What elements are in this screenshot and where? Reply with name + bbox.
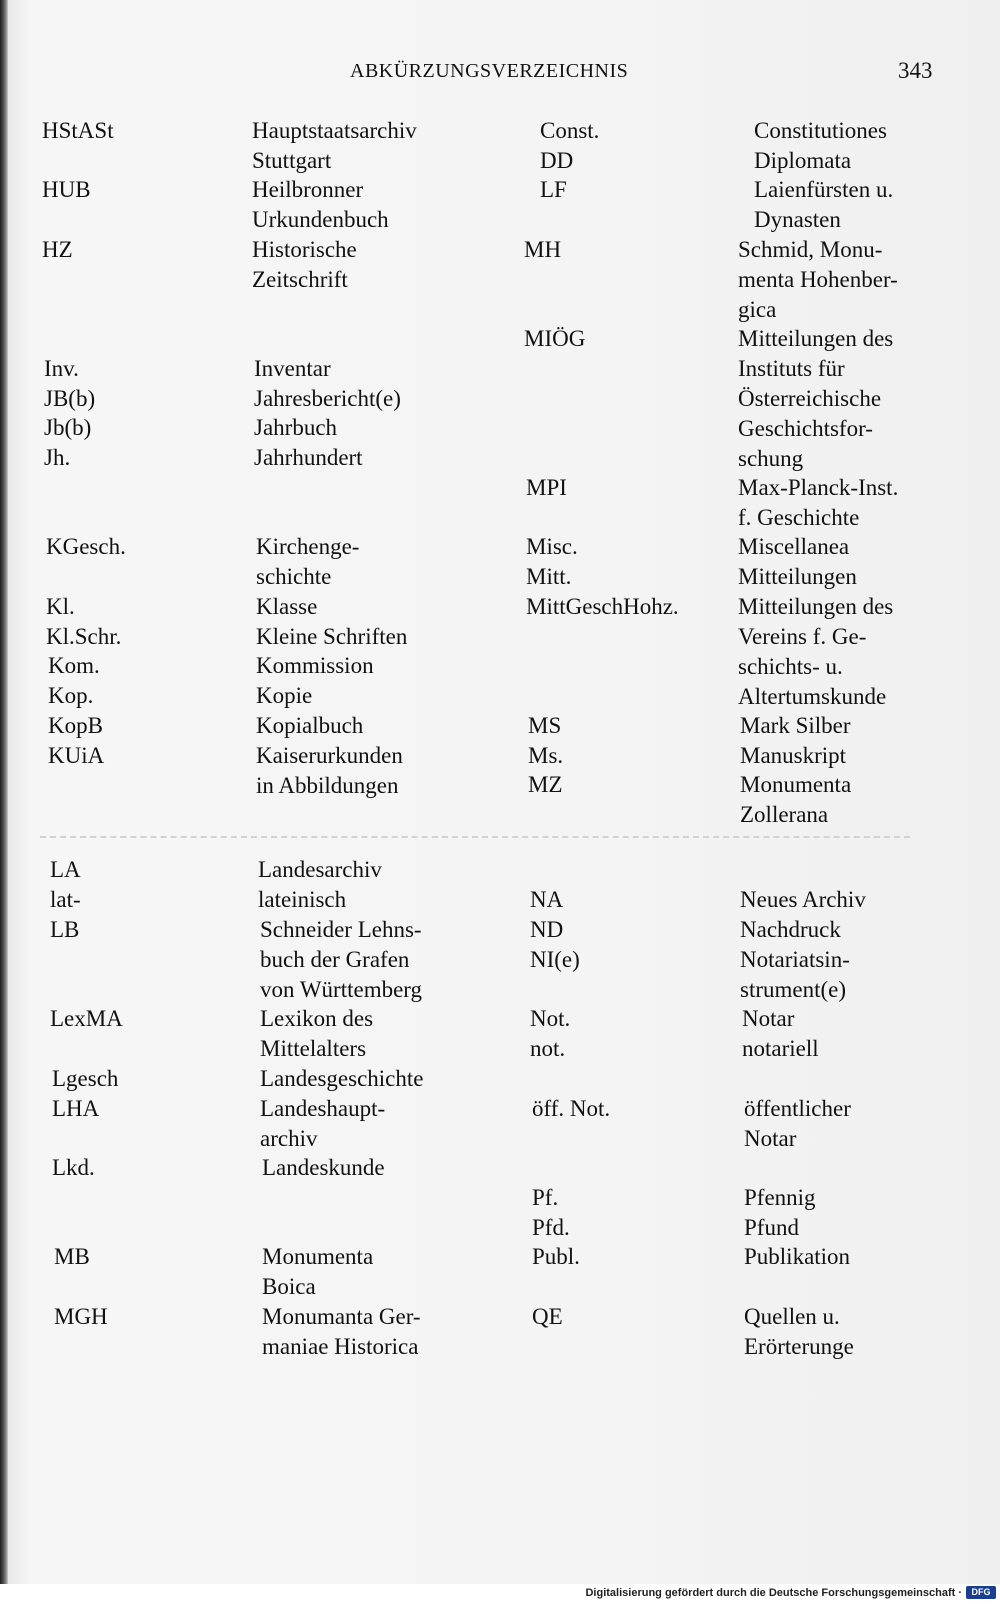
meaning-line: Notar — [742, 1006, 795, 1031]
abbreviation-meaning — [742, 1034, 819, 1064]
abbreviation: MGH — [54, 1304, 108, 1329]
abbreviation: Lgesch — [52, 1066, 119, 1091]
meaning-line: Miscellanea — [738, 534, 850, 559]
abbreviation: MZ — [528, 772, 563, 797]
abbreviation-meaning — [744, 1242, 850, 1272]
abbreviation: LF — [540, 177, 567, 202]
meaning-line: Pfund — [744, 1215, 799, 1240]
abbreviation: lat- — [50, 887, 81, 912]
meaning-line: Lexikon des — [260, 1006, 374, 1031]
book-spine-shadow — [0, 0, 8, 1604]
abbreviation: MittGeschHohz. — [526, 594, 679, 619]
abbreviation-meaning — [262, 1153, 385, 1183]
meaning-line: Schmid, Monu- — [738, 237, 883, 262]
meaning-line: Klasse — [256, 594, 318, 619]
meaning-line: Erörterunge — [744, 1334, 854, 1359]
meaning-line: Historische — [252, 237, 357, 262]
meaning-line: von Württemberg — [260, 977, 423, 1002]
meaning-line: Monumenta — [262, 1244, 374, 1269]
abbreviation: KGesch. — [46, 534, 126, 559]
meaning-line: in Abbildungen — [256, 773, 399, 798]
abbreviation-meaning — [754, 175, 893, 235]
abbreviation: not. — [530, 1036, 566, 1061]
meaning-line: Landeshaupt- — [260, 1096, 386, 1121]
abbreviation: ND — [530, 917, 564, 942]
abbreviation: Jh. — [44, 445, 71, 470]
abbreviation: MS — [528, 713, 562, 738]
abbreviation-meaning — [256, 741, 403, 801]
abbreviation-meaning — [256, 681, 312, 711]
abbreviation: KopB — [48, 713, 103, 738]
abbreviation: Jb(b) — [44, 415, 92, 440]
meaning-line: Constitutiones — [754, 118, 887, 143]
meaning-line: Monumenta — [740, 772, 852, 797]
meaning-line: schichte — [256, 564, 332, 589]
meaning-line: Nachdruck — [740, 917, 841, 942]
abbreviation-meaning — [738, 562, 857, 592]
meaning-line: Jahrhundert — [254, 445, 363, 470]
abbreviation-meaning — [254, 413, 337, 443]
meaning-line: Monumanta Ger- — [262, 1304, 421, 1329]
abbreviation-meaning — [254, 443, 363, 473]
abbreviation-meaning — [256, 651, 374, 681]
meaning-line: öffentlicher — [744, 1096, 851, 1121]
abbreviation: HStASt — [42, 118, 114, 143]
meaning-line: Publikation — [744, 1244, 851, 1269]
abbreviation-meaning — [260, 915, 422, 1005]
abbreviation-meaning — [738, 532, 849, 562]
abbreviation-meaning — [738, 235, 898, 325]
meaning-line: f. Geschichte — [738, 505, 860, 530]
abbreviation-meaning — [742, 1004, 794, 1034]
meaning-line: Jahresbericht(e) — [254, 386, 401, 411]
meaning-line: Landeskunde — [262, 1155, 385, 1180]
meaning-line: Kleine Schriften — [256, 624, 408, 649]
abbreviation-meaning — [252, 116, 417, 176]
page-number: 343 — [898, 58, 933, 83]
meaning-line: Jahrbuch — [254, 415, 338, 440]
meaning-line: Instituts für — [738, 356, 845, 381]
abbreviation-meaning — [740, 770, 851, 830]
meaning-line: schichts- u. — [738, 654, 843, 679]
section-divider — [40, 836, 910, 838]
abbreviation: Kom. — [48, 653, 100, 678]
meaning-line: gica — [738, 297, 777, 322]
meaning-line: Max-Planck-Inst. — [738, 475, 899, 500]
abbreviation-meaning — [252, 175, 389, 235]
abbreviation-meaning — [256, 711, 363, 741]
abbreviation: LHA — [52, 1096, 100, 1121]
abbreviation-meaning — [252, 235, 357, 295]
abbreviation: NA — [530, 887, 564, 912]
abbreviation-meaning — [738, 592, 893, 712]
abbreviation: Lkd. — [52, 1155, 95, 1180]
abbreviation: Publ. — [532, 1244, 580, 1269]
abbreviation: Kl. — [46, 594, 75, 619]
abbreviation-meaning — [744, 1094, 851, 1154]
meaning-line: strument(e) — [740, 977, 847, 1002]
meaning-line: Hauptstaatsarchiv — [252, 118, 417, 143]
abbreviation-meaning — [754, 146, 851, 176]
abbreviation: KUiA — [48, 743, 105, 768]
abbreviation-meaning — [256, 532, 359, 592]
footer-credit: Digitalisierung gefördert durch die Deutsche Forschungsgemeinschaft · — [585, 1587, 962, 1599]
meaning-line: Mitteilungen des — [738, 594, 894, 619]
abbreviation-meaning — [738, 473, 898, 533]
abbreviation: Pf. — [532, 1185, 559, 1210]
meaning-line: Altertumskunde — [738, 684, 887, 709]
meaning-line: Urkundenbuch — [252, 207, 389, 232]
abbreviation-meaning — [754, 116, 887, 146]
abbreviation-meaning — [258, 885, 346, 915]
abbreviation-meaning — [262, 1242, 373, 1302]
abbreviation: LB — [50, 917, 80, 942]
page-title: ABKÜRZUNGSVERZEICHNIS — [350, 60, 629, 82]
meaning-line: Geschichtsfor- — [738, 416, 873, 441]
meaning-line: Vereins f. Ge- — [738, 624, 867, 649]
meaning-line: Österreichische — [738, 386, 882, 411]
abbreviation-meaning — [262, 1302, 421, 1362]
meaning-line: Mitteilungen — [738, 564, 857, 589]
meaning-line: buch der Grafen — [260, 947, 410, 972]
abbreviation: Misc. — [526, 534, 578, 559]
meaning-line: Landesgeschichte — [260, 1066, 424, 1091]
abbreviation-meaning — [256, 592, 317, 622]
meaning-line: Manuskript — [740, 743, 847, 768]
meaning-line: Notariatsin- — [740, 947, 850, 972]
meaning-line: Mittelalters — [260, 1036, 367, 1061]
meaning-line: Kirchenge- — [256, 534, 360, 559]
meaning-line: Laienfürsten u. — [754, 177, 894, 202]
abbreviation: MB — [54, 1244, 90, 1269]
abbreviation-meaning — [258, 855, 382, 885]
meaning-line: schung — [738, 446, 804, 471]
abbreviation-meaning — [740, 711, 851, 741]
abbreviation: Const. — [540, 118, 600, 143]
abbreviation: Not. — [530, 1006, 571, 1031]
meaning-line: Quellen u. — [744, 1304, 840, 1329]
meaning-line: menta Hohenber- — [738, 267, 898, 292]
abbreviation-meaning — [254, 354, 331, 384]
meaning-line: notariell — [742, 1036, 819, 1061]
abbreviation: Ms. — [528, 743, 564, 768]
meaning-line: Heilbronner — [252, 177, 364, 202]
meaning-line: Stuttgart — [252, 148, 332, 173]
abbreviation: QE — [532, 1304, 563, 1329]
abbreviation: Pfd. — [532, 1215, 570, 1240]
meaning-line: Schneider Lehns- — [260, 917, 422, 942]
meaning-line: Diplomata — [754, 148, 852, 173]
abbreviation-meaning — [738, 324, 893, 474]
meaning-line: Kaiserurkunden — [256, 743, 403, 768]
abbreviation: MH — [524, 237, 562, 262]
abbreviation-meaning — [256, 622, 407, 652]
meaning-line: Kopialbuch — [256, 713, 364, 738]
meaning-line: Notar — [744, 1126, 797, 1151]
abbreviation: NI(e) — [530, 947, 580, 972]
abbreviation: Mitt. — [526, 564, 572, 589]
meaning-line: Kommission — [256, 653, 374, 678]
meaning-line: Mitteilungen des — [738, 326, 894, 351]
abbreviation-meaning — [740, 915, 841, 945]
abbreviation: MIÖG — [524, 326, 586, 351]
abbreviation: LA — [50, 857, 81, 882]
abbreviation-meaning — [260, 1004, 373, 1064]
abbreviation: öff. Not. — [532, 1096, 611, 1121]
meaning-line: Neues Archiv — [740, 887, 866, 912]
abbreviation: JB(b) — [44, 386, 96, 411]
abbreviation-meaning — [260, 1094, 385, 1154]
meaning-line: maniae Historica — [262, 1334, 419, 1359]
meaning-line: Landesarchiv — [258, 857, 382, 882]
meaning-line: Mark Silber — [740, 713, 851, 738]
abbreviation: LexMA — [50, 1006, 123, 1031]
abbreviation: Kop. — [48, 683, 94, 708]
abbreviation: DD — [540, 148, 574, 173]
meaning-line: archiv — [260, 1126, 318, 1151]
meaning-line: Dynasten — [754, 207, 841, 232]
meaning-line: Inventar — [254, 356, 331, 381]
abbreviation-meaning — [740, 741, 846, 771]
abbreviation-meaning — [740, 945, 850, 1005]
abbreviation-meaning — [254, 384, 401, 414]
abbreviation: Inv. — [44, 356, 79, 381]
meaning-line: lateinisch — [258, 887, 347, 912]
meaning-line: Zollerana — [740, 802, 829, 827]
abbreviation: MPI — [526, 475, 567, 500]
abbreviation: HZ — [42, 237, 73, 262]
abbreviation: Kl.Schr. — [46, 624, 122, 649]
abbreviation-meaning — [260, 1064, 423, 1094]
abbreviation-meaning — [740, 885, 866, 915]
abbreviation-meaning — [744, 1302, 854, 1362]
meaning-line: Boica — [262, 1274, 316, 1299]
abbreviation-meaning — [744, 1183, 816, 1213]
dfg-logo: DFG — [966, 1586, 996, 1599]
meaning-line: Zeitschrift — [252, 267, 348, 292]
meaning-line: Pfennig — [744, 1185, 816, 1210]
meaning-line: Kopie — [256, 683, 313, 708]
abbreviation-meaning — [744, 1213, 799, 1243]
abbreviation: HUB — [42, 177, 91, 202]
